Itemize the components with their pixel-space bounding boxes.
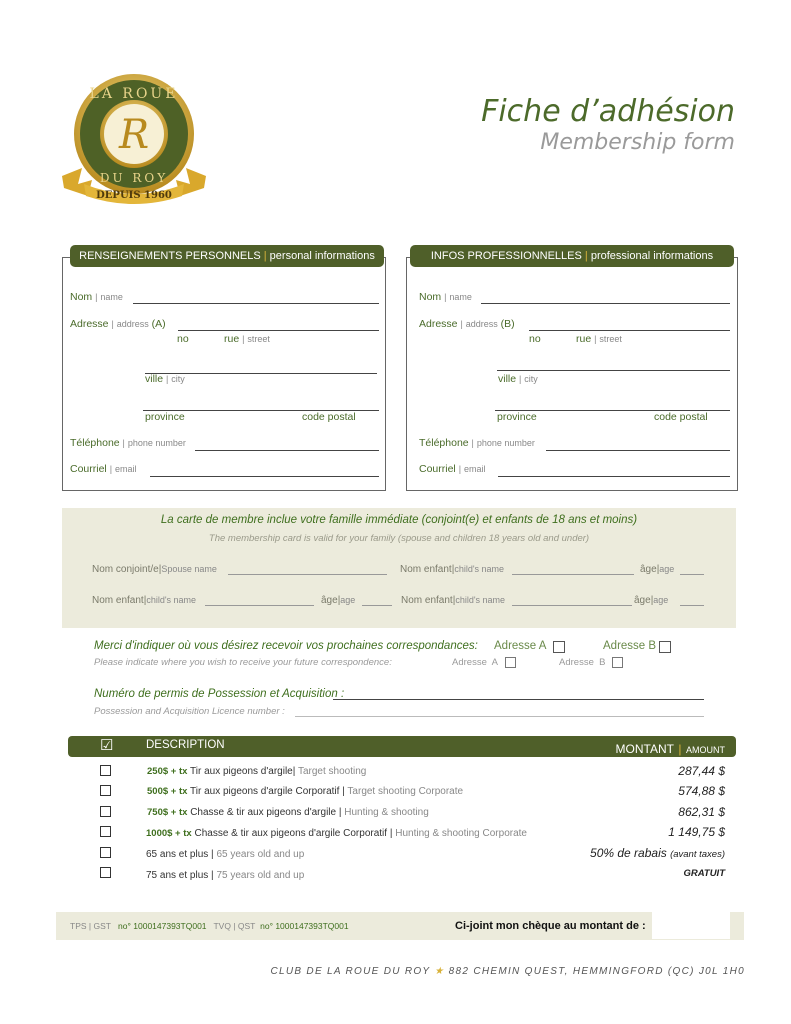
professional-courriel-field[interactable] <box>498 476 730 477</box>
professional-rue-label: rue | street <box>576 333 622 345</box>
personal-adresse-label: Adresse | address (A) <box>70 318 166 330</box>
professional-nom-label: Nom | name <box>419 291 472 303</box>
header-separator: | <box>584 250 588 262</box>
correspondence-option-a: Adresse A <box>494 640 547 652</box>
professional-telephone-label: Téléphone | phone number <box>419 437 535 449</box>
personal-province-label: province <box>145 411 185 423</box>
logo-bottom-text: DU ROY <box>99 171 169 185</box>
fee-row-6: 75 ans et plus | 75 years old and up <box>146 870 305 881</box>
correspondence-a-checkbox-en[interactable] <box>505 657 516 668</box>
fee-amount-6: GRATUIT <box>683 868 725 879</box>
child-name-label-2: Nom enfant|child's name <box>92 595 197 606</box>
child-name-field-2[interactable] <box>205 605 314 606</box>
club-address: CLUB DE LA ROUE DU ROY ★ 882 CHEMIN QUEST, HEMMINGFORD (QC) J0L 1H0 <box>270 966 745 977</box>
fee-amount-1: 287,44 $ <box>678 764 725 778</box>
fee-row-2: 500$ + tx Tir aux pigeons d'argile Corporatif | Target shooting Corporate <box>147 786 464 797</box>
spouse-name-field[interactable] <box>228 574 387 575</box>
child-age-label-2: âge|age <box>321 595 356 606</box>
fee-checkbox-4[interactable] <box>100 826 111 837</box>
child-age-label-3: âge|age <box>634 595 669 606</box>
fee-row-5: 65 ans et plus | 65 years old and up <box>146 849 305 860</box>
cheque-box[interactable] <box>652 911 730 939</box>
personal-code-postal-label: code postal <box>302 411 356 423</box>
personal-header <box>70 245 384 267</box>
personal-header-en: personal informations <box>269 250 375 262</box>
description-header: DESCRIPTION <box>146 739 225 751</box>
professional-telephone-field[interactable] <box>546 450 730 451</box>
personal-ville-label: ville | city <box>145 373 185 385</box>
fee-checkbox-6[interactable] <box>100 867 111 878</box>
fee-checkbox-5[interactable] <box>100 847 111 858</box>
permit-number-field-en[interactable] <box>295 716 704 717</box>
professional-nom-field[interactable] <box>481 303 730 304</box>
fee-amount-3: 862,31 $ <box>678 805 725 819</box>
correspondence-option-b-en: Adresse B <box>559 657 606 668</box>
fee-amount-5: 50% de rabais (avant taxes) <box>590 846 725 860</box>
logo-ribbon-text: DEPUIS 1960 <box>96 190 172 201</box>
page-title: Fiche d’adhésion <box>481 94 735 129</box>
personal-courriel-field[interactable] <box>150 476 379 477</box>
professional-header-fr: INFOS PROFESSIONNELLES <box>430 250 582 262</box>
page-subtitle: Membership form <box>540 130 735 155</box>
montant-header: MONTANT | AMOUNT <box>615 742 725 756</box>
family-title-en: The membership card is valid for your family (spouse and children 18 years old and under) <box>208 533 590 544</box>
family-title-fr: La carte de membre inclue votre famille immédiate (conjoint(e) et enfants de 18 ans et moins) <box>160 514 638 526</box>
personal-no-label: no <box>177 333 189 345</box>
logo-top-text: LA ROUE <box>89 86 179 102</box>
fee-checkbox-2[interactable] <box>100 785 111 796</box>
header-separator: | <box>263 250 267 262</box>
correspondence-option-b: Adresse B <box>603 640 657 652</box>
correspondence-b-checkbox-en[interactable] <box>612 657 623 668</box>
tax-numbers: TPS | GST no° 1000147393TQ001 TVQ | QST no° 1000147393TQ001 <box>70 921 349 931</box>
correspondence-option-a-en: Adresse A <box>452 657 498 668</box>
permit-number-field[interactable] <box>333 699 704 700</box>
club-logo <box>58 72 210 204</box>
personal-nom-field[interactable] <box>133 303 379 304</box>
correspondence-b-checkbox[interactable] <box>659 641 671 653</box>
child-name-field-1[interactable] <box>512 574 634 575</box>
professional-ville-label: ville | city <box>498 373 538 385</box>
logo-seal <box>58 72 210 204</box>
child-age-label-1: âge|age <box>640 564 675 575</box>
personal-nom-label: Nom | name <box>70 291 123 303</box>
professional-courriel-label: Courriel | email <box>419 463 486 475</box>
header-check-icon: ☑ <box>100 737 114 754</box>
correspondence-a-checkbox[interactable] <box>553 641 565 653</box>
personal-adresse-field[interactable] <box>178 330 379 331</box>
child-name-field-3[interactable] <box>512 605 632 606</box>
child-age-field-2[interactable] <box>362 605 392 606</box>
fee-row-3: 750$ + tx Chasse & tir aux pigeons d'argile | Hunting & shooting <box>147 807 429 818</box>
child-age-field-1[interactable] <box>680 574 704 575</box>
fee-checkbox-3[interactable] <box>100 806 111 817</box>
correspondence-question-fr: Merci d'indiquer où vous désirez recevoir vos prochaines correspondances: <box>94 640 478 652</box>
professional-header-en: professional informations <box>590 250 714 262</box>
star-icon: ★ <box>434 966 445 977</box>
child-name-label-3: Nom enfant|child's name <box>401 595 506 606</box>
professional-no-label: no <box>529 333 541 345</box>
fee-checkbox-1[interactable] <box>100 765 111 776</box>
fee-amount-4: 1 149,75 $ <box>668 825 725 839</box>
fee-row-4: 1000$ + tx Chasse & tir aux pigeons d'argile Corporatif | Hunting & shooting Corporate <box>146 828 527 839</box>
personal-telephone-label: Téléphone | phone number <box>70 437 186 449</box>
personal-courriel-label: Courriel | email <box>70 463 137 475</box>
spouse-name-label: Nom conjoint/e|Spouse name <box>92 564 217 575</box>
logo-monogram: R <box>118 112 150 158</box>
personal-header-fr: RENSEIGNEMENTS PERSONNELS <box>79 250 261 262</box>
professional-adresse-label: Adresse | address (B) <box>419 318 515 330</box>
permit-label-en: Possession and Acquisition Licence number : <box>94 706 285 717</box>
professional-header <box>410 245 734 267</box>
professional-adresse-field[interactable] <box>529 330 730 331</box>
personal-telephone-field[interactable] <box>195 450 379 451</box>
cheque-label: Ci-joint mon chèque au montant de : <box>455 920 646 932</box>
permit-label-fr: Numéro de permis de Possession et Acquisition : <box>94 688 345 700</box>
child-name-label-1: Nom enfant|child's name <box>400 564 505 575</box>
fee-row-1: 250$ + tx Tir aux pigeons d'argile| Target shooting <box>147 766 367 777</box>
child-age-field-3[interactable] <box>680 605 704 606</box>
professional-province-label: province <box>497 411 537 423</box>
correspondence-question-en: Please indicate where you wish to receive your future correspondence: <box>94 657 392 668</box>
fee-amount-2: 574,88 $ <box>678 784 725 798</box>
professional-rue-field[interactable] <box>497 370 730 371</box>
personal-rue-label: rue | street <box>224 333 270 345</box>
professional-code-postal-label: code postal <box>654 411 708 423</box>
